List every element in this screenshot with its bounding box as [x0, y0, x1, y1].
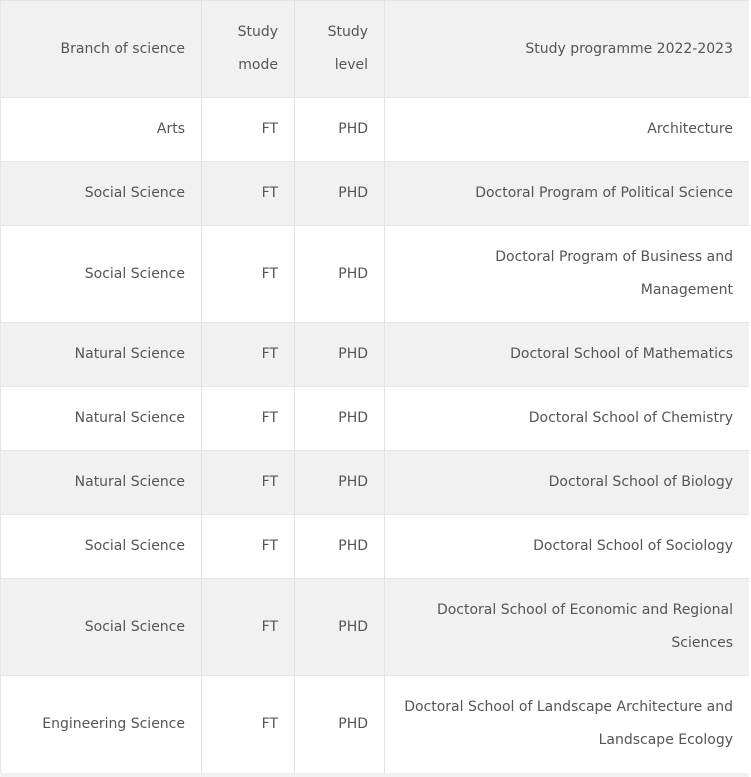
cell-programme: Doctoral Program of Political Science [385, 162, 750, 226]
table-row [1, 323, 750, 387]
cell-branch: Natural Science [1, 323, 202, 387]
cell-branch: Social Science [1, 162, 202, 226]
table-row [1, 226, 750, 323]
cell-mode: FT [202, 162, 295, 226]
table-row [1, 98, 750, 162]
header-branch-of-science: Branch of science [1, 1, 202, 98]
cell-level: PHD [295, 579, 385, 676]
cell-level: PHD [295, 162, 385, 226]
header-study-level: Study level [295, 1, 385, 98]
cell-branch: Arts [1, 98, 202, 162]
cell-mode: FT [202, 323, 295, 387]
cell-programme: Doctoral School of Mathematics [385, 323, 750, 387]
header-study-programme: Study programme 2022-2023 [385, 1, 750, 98]
cell-level: PHD [295, 676, 385, 773]
cell-level: PHD [295, 451, 385, 515]
cell-mode: FT [202, 226, 295, 323]
cell-level: PHD [295, 515, 385, 579]
table-row [1, 515, 750, 579]
cell-mode: FT [202, 515, 295, 579]
header-study-mode: Study mode [202, 1, 295, 98]
cell-mode: FT [202, 579, 295, 676]
cell-branch: Natural Science [1, 387, 202, 451]
cell-level: PHD [295, 98, 385, 162]
cell-mode: FT [202, 451, 295, 515]
cell-level: PHD [295, 226, 385, 323]
cell-programme: Architecture [385, 98, 750, 162]
cell-programme: Doctoral School of Landscape Architecture and Landscape Ecology [385, 676, 750, 773]
table-row [1, 387, 750, 451]
cell-mode: FT [202, 387, 295, 451]
cell-programme: Doctoral School of Biology [385, 451, 750, 515]
cell-programme: Doctoral Program of Business and Management [385, 226, 750, 323]
cell-branch: Natural Science [1, 451, 202, 515]
cell-branch: Social Science [1, 515, 202, 579]
cell-level: PHD [295, 323, 385, 387]
cell-level: PHD [295, 387, 385, 451]
table-row [1, 676, 750, 773]
table-header [1, 1, 750, 98]
table-body [1, 98, 750, 773]
cell-programme: Doctoral School of Sociology [385, 515, 750, 579]
table-row [1, 451, 750, 515]
cell-programme: Doctoral School of Economic and Regional Sciences [385, 579, 750, 676]
table-row [1, 162, 750, 226]
table-row [1, 579, 750, 676]
cell-branch: Social Science [1, 579, 202, 676]
cell-mode: FT [202, 98, 295, 162]
table-header-row [1, 1, 750, 98]
cell-programme: Doctoral School of Chemistry [385, 387, 750, 451]
cell-mode: FT [202, 676, 295, 773]
cell-branch: Engineering Science [1, 676, 202, 773]
cell-branch: Social Science [1, 226, 202, 323]
